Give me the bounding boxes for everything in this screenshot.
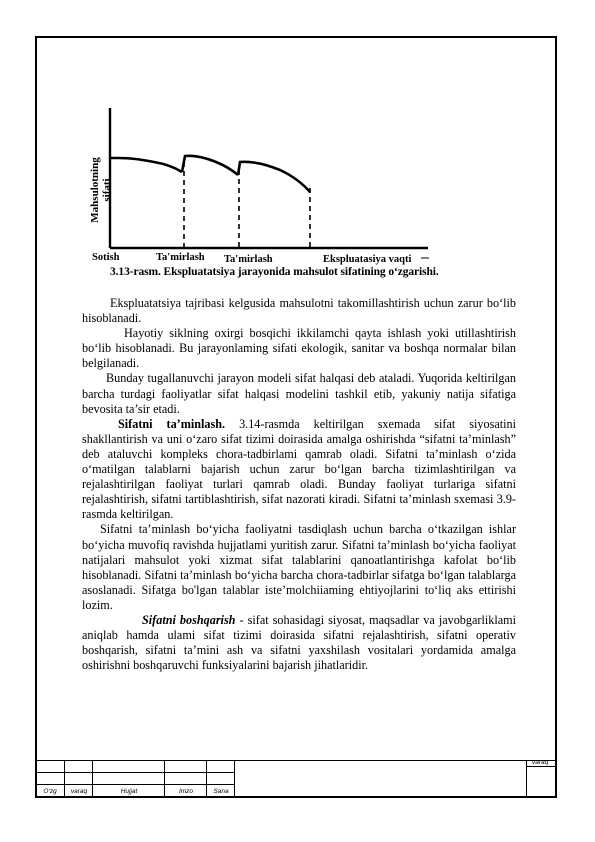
x-label-repair-1: Ta'mirlash bbox=[156, 252, 205, 263]
quality-curve-segment-1 bbox=[110, 158, 182, 172]
tb-label-imzo: Imzo bbox=[178, 788, 194, 795]
title-block bbox=[35, 760, 557, 798]
paragraph-6 bbox=[82, 613, 516, 673]
paragraph-2: Hayotiy siklning oxirgi bosqichi ikkilamchi qayta ishlash yoki utillashtirish bo‘lib hisoblanadi. Bu jarayonlaming sifati ekologik, sanitar va boshqa normalar bilan belgilanadi. bbox=[82, 326, 516, 371]
paragraph-4 bbox=[82, 417, 516, 523]
heading-quality-assurance: Sifatni ta’minlash. bbox=[118, 416, 226, 431]
tb-label-sana: Sana bbox=[213, 788, 229, 795]
tb-label-ozg: O‘zg bbox=[43, 788, 57, 795]
figure-caption: 3.13-rasm. Ekspluatatsiya jarayonida mahsulot sifatining o‘zgarishi. bbox=[110, 266, 439, 278]
quality-graph bbox=[88, 100, 488, 285]
tb-label-varaq: varaq bbox=[70, 788, 88, 795]
quality-curve-segment-3 bbox=[238, 162, 310, 192]
quality-curve-segment-2 bbox=[182, 156, 238, 175]
quality-graph-figure bbox=[88, 100, 488, 285]
tb-sheet-line bbox=[527, 766, 557, 767]
tb-sheet-label: varaq bbox=[532, 759, 549, 766]
x-label-sale: Sotish bbox=[92, 252, 120, 263]
tb-label-hujjat: Hujjat bbox=[120, 788, 138, 795]
x-label-repair-2: Ta'mirlash bbox=[224, 254, 273, 265]
y-axis-label: Mahsulotningsifati bbox=[89, 157, 113, 223]
paragraph-5: Sifatni ta’minlash bo‘yicha faoliyatni tasdiqlash uchun barcha o‘tkazilgan ishlar bo‘yicha muvofiq ravishda hujjatlami yuritish zarur. Sifatni ta’minlash bo‘yicha faoliyat natijalari mahsulot yoki xizmat sifat talablarini qanoatlantirishga kafolat bo‘lib hisoblanadi. Sifatni ta’minlash bo‘yicha barcha chora-tadbirlar sifatga bo‘lgan talablarga asoslanadi. Sifatga bo'lgan talablar iste’molchiiaming ehtiyojlarini to‘liq aks ettirishi lozim. bbox=[82, 522, 516, 612]
body-text bbox=[82, 296, 516, 673]
paragraph-3: Bunday tugallanuvchi jarayon modeli sifat halqasi deb ataladi. Yuqorida keltirilgan barcha turdagi faoliyatlar sifat halqasi modelini tashkil etib, yakuniy natija sifatiga bevosita ta’sir etadi. bbox=[82, 371, 516, 416]
paragraph-4-text: 3.14-rasmda keltirilgan sxemada sifat siyosatini shakllantirish va uni o‘zaro sifat tizimi doirasida amalga oshirishda “sifatni ta’minlash” deb ataluvchi kompleks chora-tadbirlami qamrab oladi. Sifatni ta’minlash o‘zida o‘matilgan talablarni bajarish uchun zarur bo‘lgan barcha tizimlashtirilgan va rejalashtirilgan faoliyat turlari qamrab oladi. Bunday faoliyat turlariga sifatni rejalashtirish, sifatni tartiblashtirish, sifat nazorati kiradi. Sifatni ta’minlash sxemasi 3.9-rasmda keltirilgan. bbox=[82, 416, 516, 522]
x-label-time: Ekspluatasiya vaqti bbox=[323, 254, 412, 265]
heading-quality-management: Sifatni boshqarish bbox=[142, 612, 236, 627]
paragraph-6-text: - sifat sohasidagi siyosat, maqsadlar va javobgarliklami aniqlab hamda ulami sifat tizimi doirasida sifatni rejalashtirish, sifatni operativ boshqarish, sifatni ta’mini ash va sifatni yaxshilash vositalari yordamida amalga oshirishni boshqaruvchi funksiyalarini bajarish jihatlaridir. bbox=[82, 612, 516, 673]
paragraph-1: Ekspluatatsiya tajribasi kelgusida mahsulotni takomillashtirish uchun zarur bo‘lib hisoblanadi. bbox=[82, 296, 516, 326]
